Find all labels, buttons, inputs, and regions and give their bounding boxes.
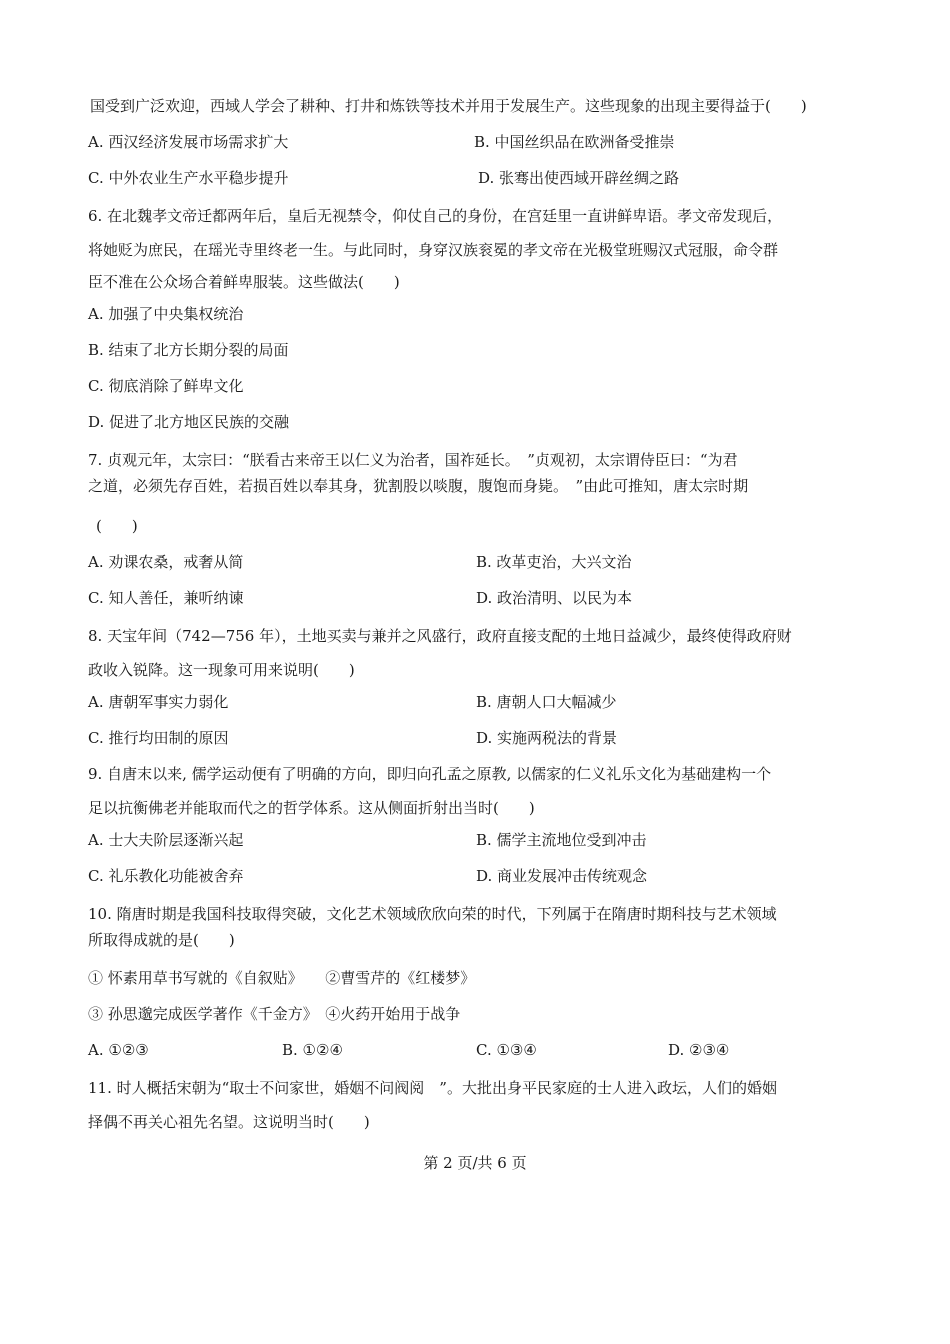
q7-stem-line-1: 7. 贞观元年，太宗曰：“朕看古来帝王以仁义为治者，国祚延长。 ”贞观初，太宗谓侍臣曰：“为君 bbox=[88, 451, 738, 469]
q8-option-d: D. 实施两税法的背景 bbox=[476, 729, 618, 747]
q6-option-d: D. 促进了北方地区民族的交融 bbox=[88, 413, 290, 431]
fragment-option-a: A. 西汉经济发展市场需求扩大 bbox=[88, 133, 289, 151]
q7-option-d: D. 政治清明、以民为本 bbox=[476, 589, 633, 607]
fragment-option-d: D. 张骞出使西域开辟丝绸之路 bbox=[478, 169, 680, 187]
q9-option-b: B. 儒学主流地位受到冲击 bbox=[476, 831, 647, 849]
fragment-option-b: B. 中国丝织品在欧洲备受推崇 bbox=[474, 133, 675, 151]
q10-option-d: D. ②③④ bbox=[668, 1041, 730, 1059]
q7-stem-line-2: 之道，必须先存百姓，若损百姓以奉其身，犹割股以啖腹，腹饱而身毙。 ”由此可推知，唐太宗时期 bbox=[88, 477, 749, 495]
q10-option-a: A. ①②③ bbox=[88, 1041, 149, 1059]
q10-option-b: B. ①②④ bbox=[282, 1041, 343, 1059]
q8-stem-line-2: 政收入锐降。这一现象可用来说明( ) bbox=[88, 661, 355, 679]
q7-option-c: C. 知人善任，兼听纳谏 bbox=[88, 589, 244, 607]
q8-option-a: A. 唐朝军事实力弱化 bbox=[88, 693, 229, 711]
q10-stem-line-1: 10. 隋唐时期是我国科技取得突破，文化艺术领域欣欣向荣的时代，下列属于在隋唐时期科技与艺术领域 bbox=[88, 905, 777, 923]
q6-option-a: A. 加强了中央集权统治 bbox=[88, 305, 244, 323]
q11-stem-line-1: 11. 时人概括宋朝为“取士不问家世，婚姻不问阀阅 ”。大批出身平民家庭的士人进入政坛，人们的婚姻 bbox=[88, 1079, 777, 1097]
q6-stem-line-2: 将她贬为庶民，在瑶光寺里终老一生。与此同时，身穿汉族衮冕的孝文帝在光极堂班赐汉式冠服，命令群 bbox=[88, 241, 779, 259]
q6-stem-line-3: 臣不准在公众场合着鲜卑服装。这些做法( ) bbox=[88, 273, 400, 291]
q9-stem-line-1: 9. 自唐末以来, 儒学运动便有了明确的方向，即归向孔孟之原教, 以儒家的仁义礼乐文化为基础建构一个 bbox=[88, 765, 772, 783]
page-number: 第 2 页/共 6 页 bbox=[423, 1154, 527, 1172]
question-fragment-text: 国受到广泛欢迎，西域人学会了耕种、打井和炼铁等技术并用于发展生产。这些现象的出现主要得益于( ) bbox=[90, 97, 807, 115]
q6-option-b: B. 结束了北方长期分裂的局面 bbox=[88, 341, 289, 359]
q11-stem-line-2: 择偶不再关心祖先名望。这说明当时( ) bbox=[88, 1113, 370, 1131]
q8-option-c: C. 推行均田制的原因 bbox=[88, 729, 229, 747]
fragment-option-c: C. 中外农业生产水平稳步提升 bbox=[88, 169, 289, 187]
q6-option-c: C. 彻底消除了鲜卑文化 bbox=[88, 377, 244, 395]
q9-option-c: C. 礼乐教化功能被舍弃 bbox=[88, 867, 244, 885]
q10-stem-line-2: 所取得成就的是( ) bbox=[88, 931, 235, 949]
q7-option-a: A. 劝课农桑，戒奢从简 bbox=[88, 553, 244, 571]
q9-stem-line-2: 足以抗衡佛老并能取而代之的哲学体系。这从侧面折射出当时( ) bbox=[88, 799, 535, 817]
q7-option-b: B. 改革吏治，大兴文治 bbox=[476, 553, 632, 571]
q9-option-d: D. 商业发展冲击传统观念 bbox=[476, 867, 648, 885]
q10-items-line-2: ③ 孙思邈完成医学著作《千金方》 ④火药开始用于战争 bbox=[88, 1005, 461, 1023]
q9-option-a: A. 士大夫阶层逐渐兴起 bbox=[88, 831, 244, 849]
q6-stem-line-1: 6. 在北魏孝文帝迁都两年后，皇后无视禁令，仰仗自己的身份，在宫廷里一直讲鲜卑语。孝文帝发现后， bbox=[88, 207, 783, 225]
q7-stem-line-3: ( ) bbox=[96, 517, 138, 535]
q8-stem-line-1: 8. 天宝年间（742—756 年），土地买卖与兼并之风盛行，政府直接支配的土地日益减少，最终使得政府财 bbox=[88, 627, 792, 645]
q10-items-line-1: ① 怀素用草书写就的《自叙贴》 ②曹雪芹的《红楼梦》 bbox=[88, 969, 476, 987]
q10-option-c: C. ①③④ bbox=[476, 1041, 537, 1059]
q8-option-b: B. 唐朝人口大幅减少 bbox=[476, 693, 617, 711]
